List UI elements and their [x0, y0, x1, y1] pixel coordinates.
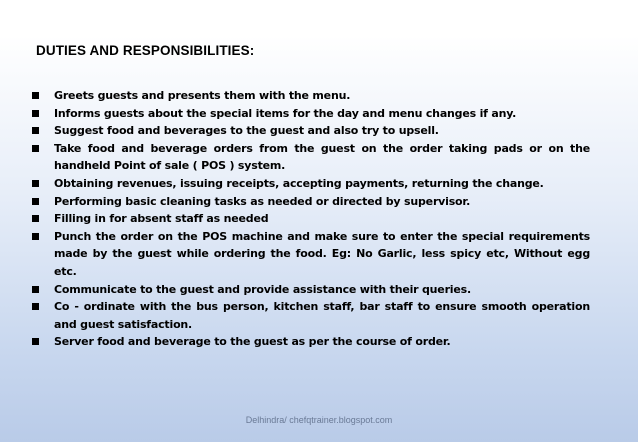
list-item: [30, 333, 590, 351]
list-item: [30, 193, 590, 211]
duty-text: Filling in for absent staff as needed: [54, 212, 269, 226]
list-item: [30, 298, 590, 333]
duty-text: Communicate to the guest and provide assistance with their queries.: [54, 282, 471, 296]
duty-text: Obtaining revenues, issuing receipts, accepting payments, returning the change.: [54, 176, 544, 190]
list-item: [30, 105, 590, 123]
slide-title: DUTIES AND RESPONSIBILITIES:: [36, 43, 255, 58]
list-item: [30, 210, 590, 228]
square-bullet-icon: [32, 286, 39, 293]
square-bullet-icon: [32, 215, 39, 222]
list-item: [30, 281, 590, 299]
duty-text: Punch the order on the POS machine and make sure to enter the special requirements made by the guest while ordering the food. Eg: No Garlic, less spicy etc, Without egg etc.: [54, 229, 590, 278]
list-item: [30, 87, 590, 105]
duty-text: Informs guests about the special items for the day and menu changes if any.: [54, 106, 517, 120]
square-bullet-icon: [32, 303, 39, 310]
list-item: [30, 228, 590, 281]
duty-text: Performing basic cleaning tasks as needed or directed by supervisor.: [54, 194, 471, 208]
square-bullet-icon: [32, 110, 39, 117]
footer-credit: Delhindra/ chefqtrainer.blogspot.com: [245, 415, 393, 425]
list-item: [30, 140, 590, 175]
square-bullet-icon: [32, 92, 39, 99]
square-bullet-icon: [32, 180, 39, 187]
duties-list: [30, 87, 590, 351]
duty-text: Suggest food and beverages to the guest and also try to upsell.: [54, 124, 439, 138]
list-item: [30, 122, 590, 140]
duty-text: Server food and beverage to the guest as per the course of order.: [54, 335, 451, 349]
square-bullet-icon: [32, 338, 39, 345]
square-bullet-icon: [32, 233, 39, 240]
duty-text: Co - ordinate with the bus person, kitchen staff, bar staff to ensure smooth operation and guest satisfaction.: [54, 300, 590, 331]
list-item: [30, 175, 590, 193]
square-bullet-icon: [32, 127, 39, 134]
square-bullet-icon: [32, 145, 39, 152]
square-bullet-icon: [32, 198, 39, 205]
duty-text: Greets guests and presents them with the menu.: [54, 89, 351, 102]
duty-text: Take food and beverage orders from the guest on the order taking pads or on the handheld Point of sale ( POS ) system.: [54, 141, 590, 173]
